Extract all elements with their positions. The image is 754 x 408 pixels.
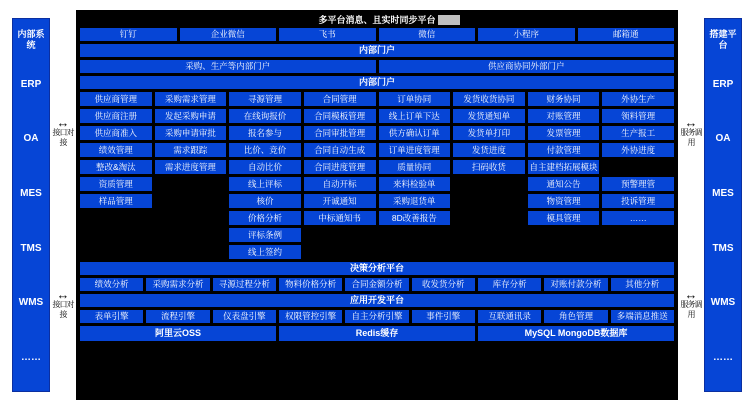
decision-row <box>80 278 674 291</box>
matrix-cell-empty <box>155 211 227 225</box>
matrix-cell[interactable]: 供应商注册 <box>80 109 152 123</box>
matrix-cell[interactable]: 通知公告 <box>528 177 600 191</box>
right-item-erp[interactable]: ERP <box>712 78 734 90</box>
right-item-oa[interactable]: OA <box>715 133 731 145</box>
app-event-engine[interactable]: 事件引擎 <box>412 310 475 323</box>
matrix-cell-empty <box>453 228 525 242</box>
matrix-cell[interactable]: 预警理管 <box>602 177 674 191</box>
matrix-cell[interactable]: 线上订单下达 <box>379 109 451 123</box>
arrow-left-bottom-icon: ↔ <box>56 287 70 302</box>
decision-item-contract[interactable]: 合同金额分析 <box>345 278 408 291</box>
matrix-cell-empty <box>80 245 152 259</box>
matrix-cell[interactable]: 质量协同 <box>379 160 451 174</box>
decision-item-demand[interactable]: 采购需求分析 <box>146 278 209 291</box>
matrix-cell[interactable]: 投诉管理 <box>602 194 674 208</box>
right-panel-items <box>705 51 741 391</box>
matrix-cell[interactable]: 外协生产 <box>602 92 674 106</box>
matrix-cell[interactable]: 需求进度管理 <box>155 160 227 174</box>
matrix-cell[interactable]: 供应商准入 <box>80 126 152 140</box>
matrix-cell[interactable]: 合同管理 <box>304 92 376 106</box>
app-process-engine[interactable]: 流程引擎 <box>146 310 209 323</box>
matrix-cell-empty <box>602 228 674 242</box>
right-item-wms[interactable]: WMS <box>710 297 736 309</box>
matrix-cell[interactable]: 发票管理 <box>528 126 600 140</box>
matrix-cell[interactable]: 绩效管理 <box>80 143 152 157</box>
left-item-wms[interactable]: WMS <box>18 297 44 309</box>
matrix-cell-empty <box>80 228 152 242</box>
matrix-cell[interactable]: 采购退货单 <box>379 194 451 208</box>
matrix-cell[interactable]: 物资管理 <box>528 194 600 208</box>
page-title: 多平台消息、且实时同步平台 <box>318 15 436 25</box>
matrix-cell[interactable]: 付款管理 <box>528 143 600 157</box>
portal-split-row <box>80 60 674 73</box>
matrix-cell-empty <box>155 245 227 259</box>
matrix-cell[interactable]: 来料检验单 <box>379 177 451 191</box>
left-panel-items <box>13 51 49 391</box>
matrix-cell[interactable]: 订单进度管理 <box>379 143 451 157</box>
matrix-cell[interactable]: 供应商管理 <box>80 92 152 106</box>
matrix-cell[interactable]: 供方确认订单 <box>379 126 451 140</box>
decision-item-price[interactable]: 物料价格分析 <box>279 278 342 291</box>
capability-matrix <box>80 92 674 259</box>
left-systems-panel <box>12 18 50 392</box>
matrix-cell[interactable]: 合同自动生成 <box>304 143 376 157</box>
arrow-right-bottom-icon: ↔ <box>684 287 698 302</box>
matrix-cell-empty <box>453 211 525 225</box>
app-dashboard-engine[interactable]: 仪表盘引擎 <box>213 310 276 323</box>
matrix-cell[interactable]: 模具管理 <box>528 211 600 225</box>
left-item-erp[interactable]: ERP <box>20 78 42 90</box>
matrix-cell[interactable]: 扫码收货 <box>453 160 525 174</box>
matrix-col-finance-collaboration <box>528 92 600 259</box>
app-analysis-engine[interactable]: 自主分析引擎 <box>345 310 408 323</box>
connector-right-top <box>680 115 702 148</box>
matrix-cell-empty <box>80 211 152 225</box>
channel-mailbox[interactable]: 邮箱通 <box>578 28 675 41</box>
matrix-cell-empty <box>602 245 674 259</box>
matrix-cell[interactable]: 合同模板管理 <box>304 109 376 123</box>
matrix-cell-empty <box>379 228 451 242</box>
connector-left-bottom <box>52 287 74 320</box>
channels-row <box>80 28 674 41</box>
matrix-col-delivery-collaboration <box>453 92 525 259</box>
matrix-col-sourcing-management <box>229 92 301 259</box>
diagram-title-band <box>80 14 674 26</box>
matrix-cell[interactable]: 对账管理 <box>528 109 600 123</box>
matrix-cell[interactable]: 评标条例 <box>229 228 301 242</box>
matrix-cell-empty <box>304 228 376 242</box>
matrix-cell-empty <box>155 228 227 242</box>
app-permission-engine[interactable]: 权限管控引擎 <box>279 310 342 323</box>
infra-redis[interactable]: Redis缓存 <box>279 326 475 341</box>
decision-item-inventory[interactable]: 库存分析 <box>478 278 541 291</box>
infra-oss[interactable]: 阿里云OSS <box>80 326 276 341</box>
matrix-cell[interactable]: 发货收货协同 <box>453 92 525 106</box>
matrix-cell-empty <box>155 177 227 191</box>
channel-miniprogram[interactable]: 小程序 <box>478 28 575 41</box>
matrix-cell[interactable]: 生产报工 <box>602 126 674 140</box>
app-message-push[interactable]: 多端消息推送 <box>611 310 674 323</box>
matrix-cell[interactable]: 中标通知书 <box>304 211 376 225</box>
matrix-cell[interactable]: 寻源管理 <box>229 92 301 106</box>
left-item-more[interactable]: …… <box>21 352 41 364</box>
matrix-cell[interactable]: 资质管理 <box>80 177 152 191</box>
matrix-cell-empty <box>453 194 525 208</box>
matrix-cell[interactable]: 自动比价 <box>229 160 301 174</box>
channel-feishu[interactable]: 飞书 <box>279 28 376 41</box>
connector-right-bottom <box>680 287 702 320</box>
left-panel-title: 内部系统 <box>17 29 45 50</box>
matrix-col-contract-management <box>304 92 376 259</box>
arrow-left-top-icon: ↔ <box>56 115 70 130</box>
matrix-cell[interactable]: 合同进度管理 <box>304 160 376 174</box>
left-item-oa[interactable]: OA <box>23 133 39 145</box>
matrix-cell[interactable]: 报名参与 <box>229 126 301 140</box>
decision-item-delivery[interactable]: 收发货分析 <box>412 278 475 291</box>
matrix-cell[interactable]: 财务协同 <box>528 92 600 106</box>
connector-right-top-label: 服务调用 <box>680 128 702 147</box>
matrix-cell[interactable]: 发货单打印 <box>453 126 525 140</box>
arrow-right-top-icon: ↔ <box>684 115 698 130</box>
matrix-cell[interactable]: 线上签约 <box>229 245 301 259</box>
left-item-tms[interactable]: TMS <box>20 242 42 254</box>
right-item-tms[interactable]: TMS <box>712 242 734 254</box>
infrastructure-row <box>80 326 674 341</box>
app-contacts[interactable]: 互联通讯录 <box>478 310 541 323</box>
matrix-cell-empty <box>453 177 525 191</box>
matrix-cell[interactable]: 比价、竞价 <box>229 143 301 157</box>
matrix-cell[interactable]: 价格分析 <box>229 211 301 225</box>
matrix-col-purchase-demand <box>155 92 227 259</box>
channel-wechat[interactable]: 微信 <box>379 28 476 41</box>
matrix-cell[interactable]: 合同审批管理 <box>304 126 376 140</box>
matrix-cell[interactable]: 样品管理 <box>80 194 152 208</box>
matrix-cell[interactable]: 线上评标 <box>229 177 301 191</box>
right-item-more[interactable]: …… <box>713 352 733 364</box>
right-panel-title: 搭建平台 <box>709 29 737 50</box>
matrix-col-outsourcing-production <box>602 92 674 259</box>
matrix-cell[interactable]: 8D改善报告 <box>379 211 451 225</box>
apps-band: 应用开发平台 <box>80 294 674 307</box>
app-role-management[interactable]: 角色管理 <box>544 310 607 323</box>
redaction-box <box>438 15 460 25</box>
connector-left-top-label: 接口对接 <box>52 128 74 147</box>
matrix-cell[interactable]: …… <box>602 211 674 225</box>
decision-item-performance[interactable]: 绩效分析 <box>80 278 143 291</box>
left-item-mes[interactable]: MES <box>20 188 42 200</box>
matrix-cell-empty <box>155 194 227 208</box>
matrix-col-supplier-management <box>80 92 152 259</box>
portal-supplier-external[interactable]: 供应商协同外部门户 <box>379 60 675 73</box>
main-diagram-frame <box>76 10 678 400</box>
matrix-cell-empty <box>528 228 600 242</box>
matrix-cell[interactable]: 发货进度 <box>453 143 525 157</box>
infra-database[interactable]: MySQL MongoDB数据库 <box>478 326 674 341</box>
matrix-cell[interactable]: 发起采购申请 <box>155 109 227 123</box>
matrix-cell[interactable]: 订单协同 <box>379 92 451 106</box>
app-form-engine[interactable]: 表单引擎 <box>80 310 143 323</box>
matrix-cell[interactable]: 发货通知单 <box>453 109 525 123</box>
matrix-cell[interactable]: 需求跟踪 <box>155 143 227 157</box>
matrix-cell-empty <box>379 245 451 259</box>
decision-band: 决策分析平台 <box>80 262 674 275</box>
matrix-cell-empty <box>453 245 525 259</box>
matrix-cell[interactable]: 开诚通知 <box>304 194 376 208</box>
matrix-cell[interactable]: 整改&淘汰 <box>80 160 152 174</box>
matrix-cell[interactable]: 核价 <box>229 194 301 208</box>
matrix-cell-empty <box>304 245 376 259</box>
matrix-cell[interactable]: 自主建档拓展模块 <box>529 162 598 172</box>
matrix-cell[interactable]: 领料管理 <box>602 109 674 123</box>
portal-band-internal-2: 内部门户 <box>80 76 674 89</box>
right-platform-panel <box>704 18 742 392</box>
connector-left-bottom-label: 接口对接 <box>52 300 74 319</box>
matrix-cell[interactable]: 外协进度 <box>602 143 674 157</box>
matrix-cell-empty <box>528 245 600 259</box>
portal-internal-procurement[interactable]: 采购、生产等内部门户 <box>80 60 376 73</box>
decision-item-sourcing[interactable]: 寻源过程分析 <box>213 278 276 291</box>
matrix-col-order-collaboration <box>379 92 451 259</box>
channel-dingtalk[interactable]: 钉钉 <box>80 28 177 41</box>
portal-band-internal-1: 内部门户 <box>80 44 674 57</box>
matrix-cell[interactable]: 自动开标 <box>304 177 376 191</box>
connector-left-top <box>52 115 74 148</box>
channel-wework[interactable]: 企业微信 <box>180 28 277 41</box>
matrix-cell[interactable]: 在线询报价 <box>229 109 301 123</box>
apps-row <box>80 310 674 323</box>
right-item-mes[interactable]: MES <box>712 188 734 200</box>
matrix-cell[interactable]: 采购需求管理 <box>155 92 227 106</box>
connector-right-bottom-label: 服务调用 <box>680 300 702 319</box>
matrix-cell-empty <box>602 160 674 174</box>
decision-item-payment[interactable]: 对账付款分析 <box>544 278 607 291</box>
decision-item-other[interactable]: 其他分析 <box>611 278 674 291</box>
matrix-cell[interactable]: 采购申请审批 <box>155 126 227 140</box>
